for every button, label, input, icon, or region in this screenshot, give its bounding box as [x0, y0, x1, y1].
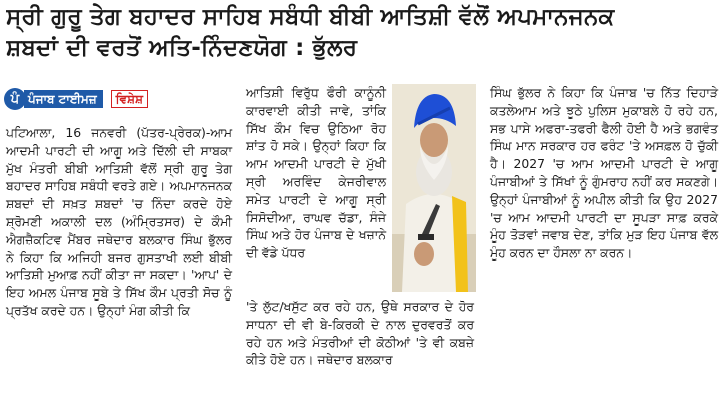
publisher-name: ਪੰਜਾਬ ਟਾਈਮਜ਼ [24, 90, 103, 108]
article-column-2-top [246, 84, 386, 262]
article-column-2-bottom [246, 298, 474, 369]
headline [6, 2, 718, 64]
article-column-1 [6, 124, 232, 320]
portrait-photo [392, 84, 476, 292]
article-text-col3: ਸਿੰਘ ਭੁੱਲਰ ਨੇ ਕਿਹਾ ਕਿ ਪੰਜਾਬ 'ਚ ਨਿੱਤ ਦਿਹਾੜੇ ਕਤਲੇਆਮ ਅਤੇ ਝੂਠੇ ਪੁਲਿਸ ਮੁਕਾਬਲੇ ਹੋ ਰਹੇ ਹਨ, ਸਭ ਪਾਸੇ ਅਫਰਾ-ਤਫਰੀ ਫੈਲੀ ਹੋਈ ਹੈ ਅਤੇ ਭਗਵੰਤ ਸਿੰਘ ਮਾਨ ਸਰਕਾਰ ਹਰ ਫਰੰਟ 'ਤੇ ਅਸਫ਼ਲ ਹੋ ਚੁੱਕੀ ਹੈ। 2027 'ਚ ਆਮ ਆਦਮੀ ਪਾਰਟੀ ਦੇ ਆਗੂ ਪੰਜਾਬੀਆਂ ਤੇ ਸਿੱਖਾਂ ਨੂੰ ਗੁੰਮਰਾਹ ਨਹੀਂ ਕਰ ਸਕਣਗੇ। ਉਨ੍ਹਾਂ ਪੰਜਾਬੀਆਂ ਨੂੰ ਅਪੀਲ ਕੀਤੀ ਕਿ ਉਹ 2027 'ਚ ਆਮ ਆਦਮੀ ਪਾਰਟੀ ਦਾ ਸੂਪੜਾ ਸਾਫ਼ ਕਰਕੇ ਮੂੰਹ ਤੋੜਵਾਂ ਜਵਾਬ ਦੇਣ, ਤਾਂਕਿ ਮੁੜ ਇਹ ਪੰਜਾਬ ਵੱਲ ਮੂੰਹ ਕਰਨ ਦਾ ਹੌਸਲਾ ਨਾ ਕਰਨ। [490, 85, 718, 261]
portrait-photo-icon [392, 84, 476, 292]
publisher-logo-icon: ਪੰ [4, 88, 26, 110]
headline-line-1: ਸ੍ਰੀ ਗੁਰੂ ਤੇਗ ਬਹਾਦਰ ਸਾਹਿਬ ਸਬੰਧੀ ਬੀਬੀ ਆਤਿਸ਼ੀ ਵੱਲੋਂ ਅਪਮਾਨਜਨਕ [6, 4, 615, 30]
byline [4, 88, 204, 110]
article-column-3 [490, 84, 718, 262]
special-badge: ਵਿਸ਼ੇਸ਼ [111, 90, 148, 108]
article-text-col2b: 'ਤੇ ਲੁੱਟ/ਖਸੁੱਟ ਕਰ ਰਹੇ ਹਨ, ਉਥੇ ਸਰਕਾਰ ਦੇ ਹੋਰ ਸਾਧਨਾ ਦੀ ਵੀ ਬੇ-ਕਿਰਕੀ ਦੇ ਨਾਲ ਦੁਰਵਰਤੋਂ ਕਰ ਰਹੇ ਹਨ ਅਤੇ ਮੰਤਰੀਆਂ ਦੀ ਕੋਠੀਆਂ 'ਤੇ ਵੀ ਕਬਜ਼ੇ ਕੀਤੇ ਹੋਏ ਹਨ। ਜਥੇਦਾਰ ਬਲਕਾਰ [246, 299, 474, 368]
headline-line-2: ਸ਼ਬਦਾਂ ਦੀ ਵਰਤੋਂ ਅਤਿ-ਨਿੰਦਣਯੋਗ : ਭੁੱਲਰ [6, 35, 358, 61]
article-text-col2a: ਆਤਿਸ਼ੀ ਵਿਰੁੱਧ ਫੌਰੀ ਕਾਨੂੰਨੀ ਕਾਰਵਾਈ ਕੀਤੀ ਜਾਵੇ, ਤਾਂਕਿ ਸਿੱਖ ਕੌਮ ਵਿਚ ਉਠਿਆ ਰੋਹ ਸ਼ਾਂਤ ਹੋ ਸਕੇ। ਉਨ੍ਹਾਂ ਕਿਹਾ ਕਿ ਆਮ ਆਦਮੀ ਪਾਰਟੀ ਦੇ ਮੁੱਖੀ ਸ੍ਰੀ ਅਰਵਿੰਦ ਕੇਜਰੀਵਾਲ ਸਮੇਤ ਪਾਰਟੀ ਦੇ ਆਗੂ ਸ੍ਰੀ ਸਿਸੋਦੀਆ, ਰਾਘਵ ਚੱਡਾ, ਸੰਜੇ ਸਿੰਘ ਅਤੇ ਹੋਰ ਪੰਜਾਬ ਦੇ ਖਜ਼ਾਨੇ ਦੀ ਵੱਡੇ ਪੱਧਰ [246, 85, 386, 261]
article-text-col1: ਪਟਿਆਲਾ, 16 ਜਨਵਰੀ (ਪੱਤਰ-ਪ੍ਰੇਰਕ)-ਆਮ ਆਦਮੀ ਪਾਰਟੀ ਦੀ ਆਗੂ ਅਤੇ ਦਿੱਲੀ ਦੀ ਸਾਬਕਾ ਮੁੱਖ ਮੰਤਰੀ ਬੀਬੀ ਆਤਿਸ਼ੀ ਵੱਲੋਂ ਸ੍ਰੀ ਗੁਰੂ ਤੇਗ ਬਹਾਦਰ ਸਾਹਿਬ ਸਬੰਧੀ ਵਰਤੇ ਗਏ। ਅਪਮਾਨਜਨਕ ਸ਼ਬਦਾਂ ਦੀ ਸਖ਼ਤ ਸ਼ਬਦਾਂ 'ਚ ਨਿੰਦਾ ਕਰਦੇ ਹੋਏ ਸ਼੍ਰੋਮਣੀ ਅਕਾਲੀ ਦਲ (ਅੰਮ੍ਰਿਤਸਰ) ਦੇ ਕੌਮੀ ਐਗਜ਼ੈਕਟਿਵ ਮੈਂਬਰ ਜਥੇਦਾਰ ਬਲਕਾਰ ਸਿੰਘ ਭੁੱਲਰ ਨੇ ਕਿਹਾ ਕਿ ਅਜਿਹੀ ਬਜਰ ਗੁਸਤਾਖੀ ਲਈ ਬੀਬੀ ਆਤਿਸ਼ੀ ਮੁਆਫ਼ ਨਹੀਂ ਕੀਤਾ ਜਾ ਸਕਦਾ। 'ਆਪ' ਦੇ ਇਹ ਅਮਲ ਪੰਜਾਬ ਸੂਬੇ ਤੇ ਸਿੱਖ ਕੌਮ ਪ੍ਰਤੀ ਸੋਚ ਨੂੰ ਪ੍ਰਤੱਖ ਕਰਦੇ ਹਨ। ਉਨ੍ਹਾਂ ਮੰਗ ਕੀਤੀ ਕਿ [6, 125, 232, 318]
